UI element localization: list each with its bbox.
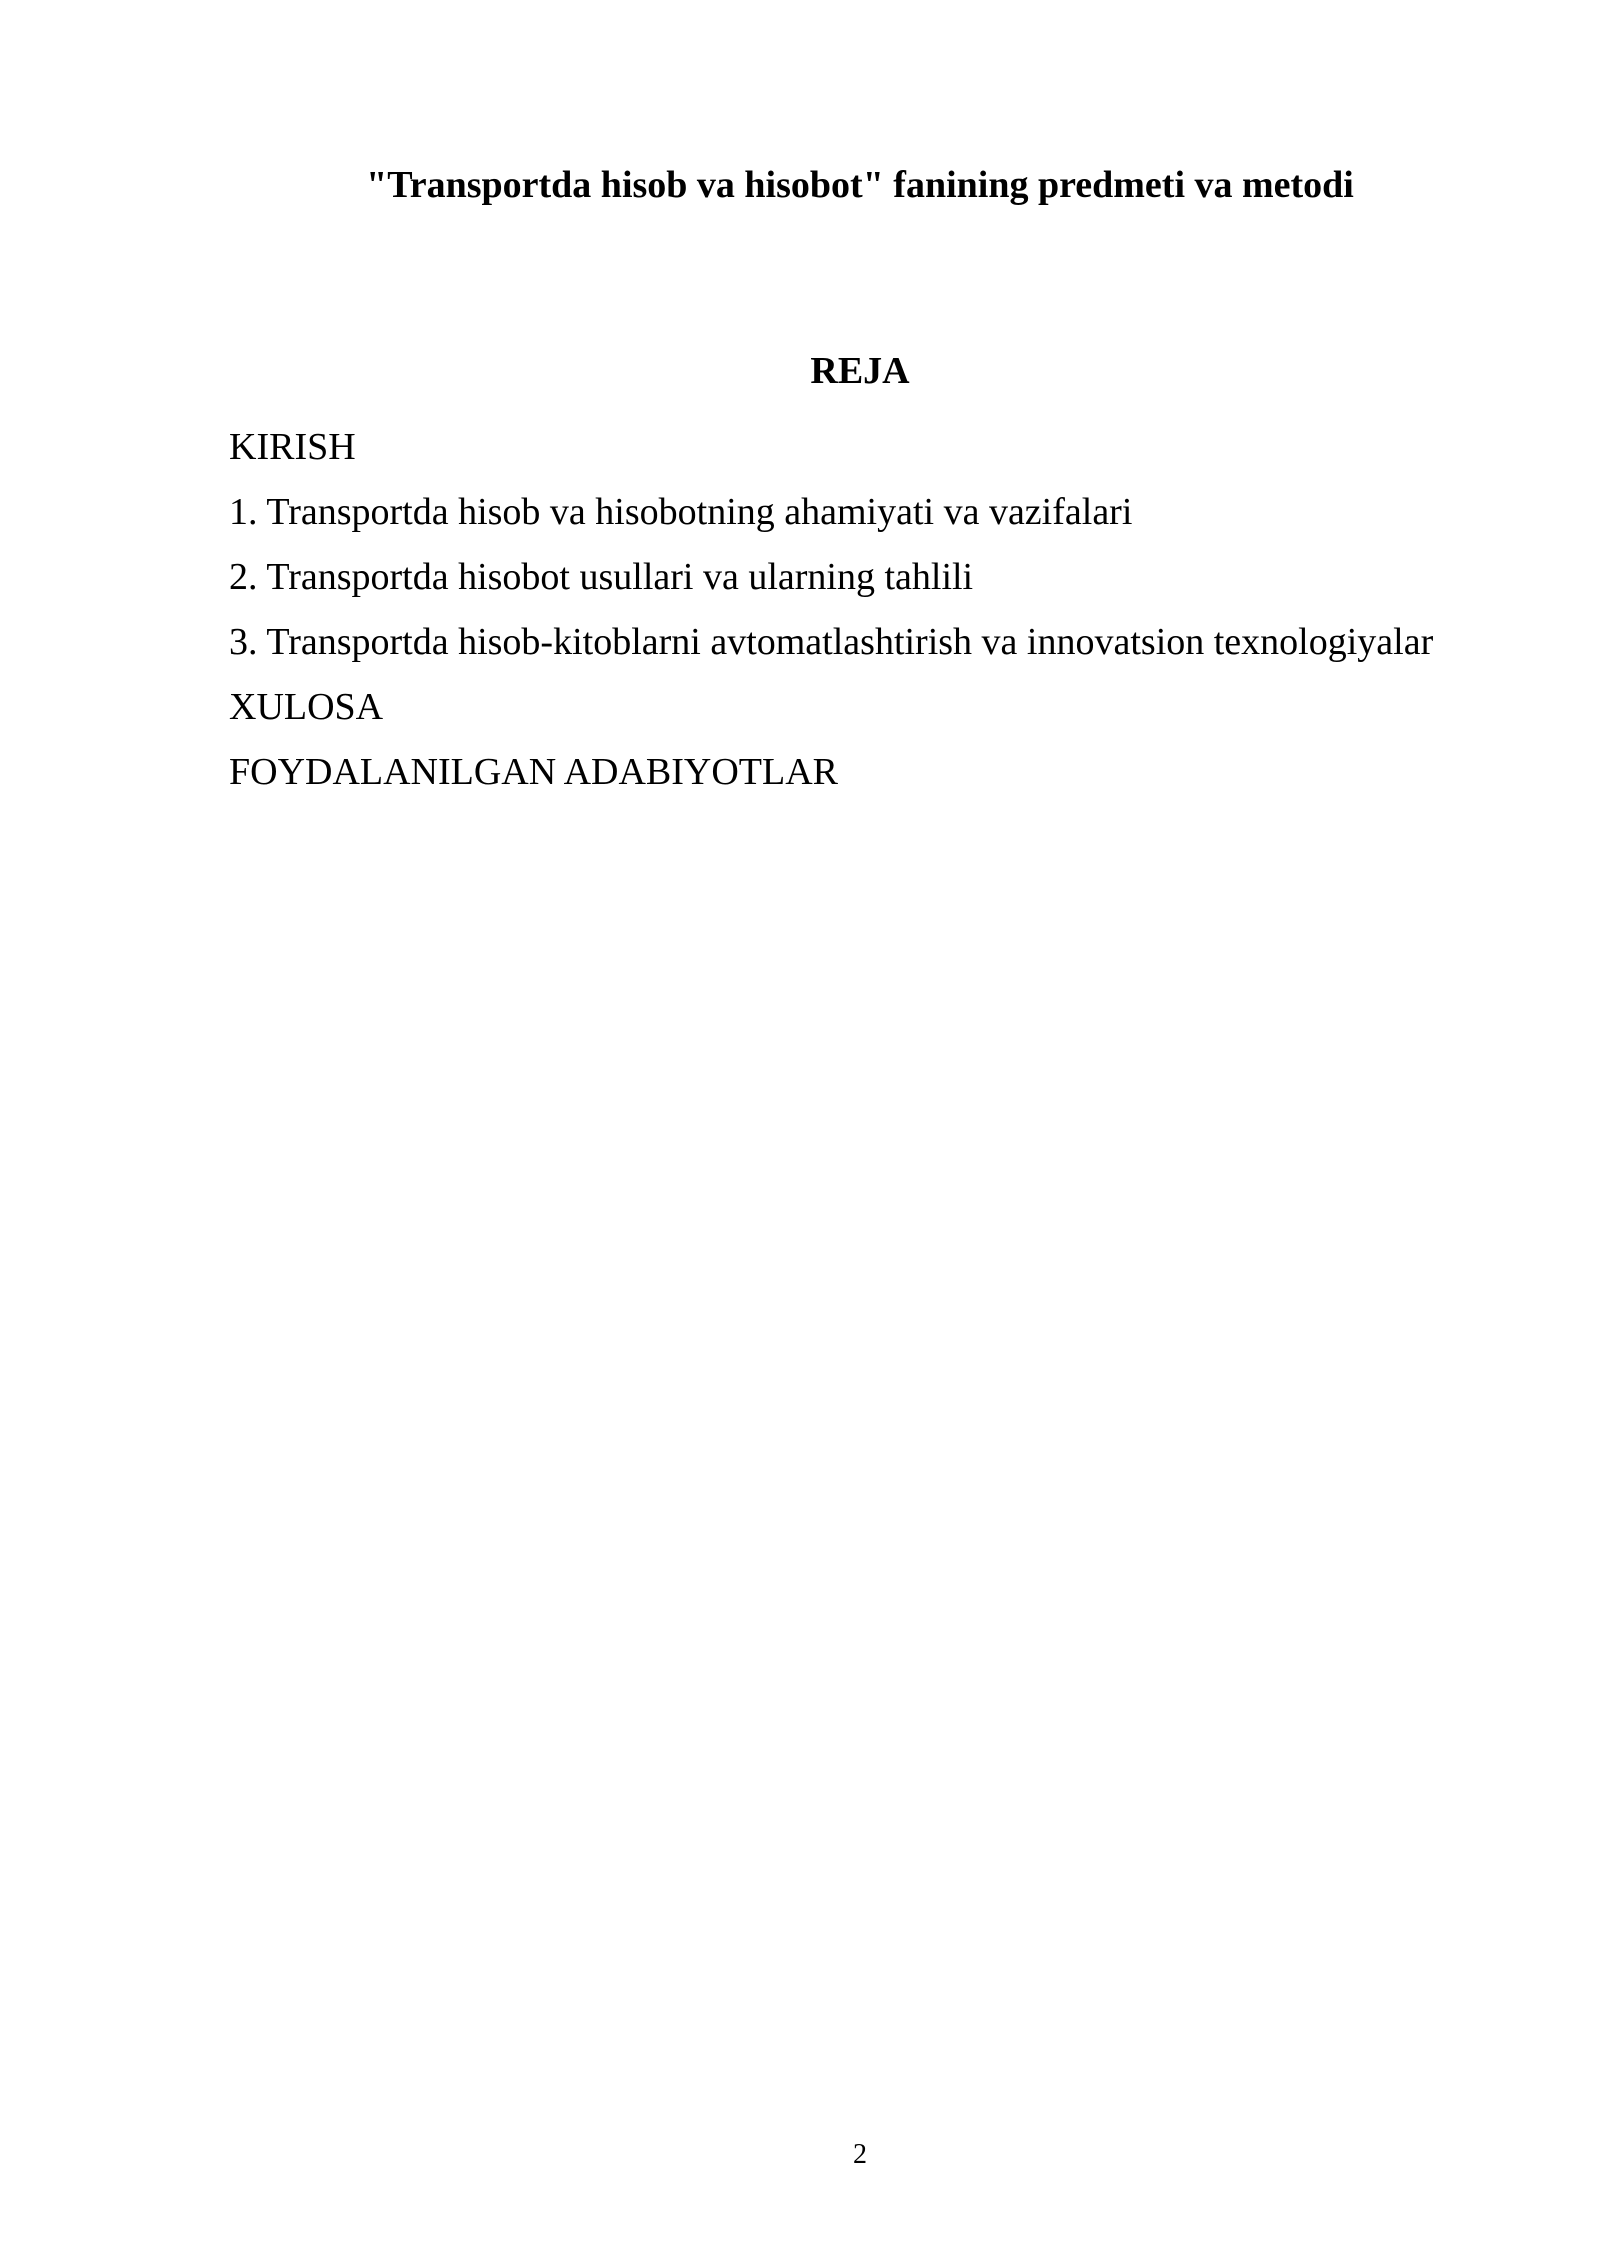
document-title: "Transportda hisob va hisobot" fanining predmeti va metodi — [366, 164, 1354, 206]
plan-item-1: 1. Transportda hisob va hisobotning ahamiyati va vazifalari — [229, 491, 1133, 533]
plan-item-references: FOYDALANILGAN ADABIYOTLAR — [229, 751, 839, 793]
plan-list — [229, 415, 1433, 805]
plan-heading: REJA — [810, 350, 910, 392]
page-number: 2 — [853, 2139, 867, 2170]
plan-item-3: 3. Transportda hisob-kitoblarni avtomatlashtirish va innovatsion texnologiyalar — [229, 621, 1434, 663]
plan-item-2: 2. Transportda hisobot usullari va ularning tahlili — [229, 556, 974, 598]
plan-item-conclusion: XULOSA — [229, 686, 384, 728]
plan-item-introduction: KIRISH — [229, 426, 356, 468]
